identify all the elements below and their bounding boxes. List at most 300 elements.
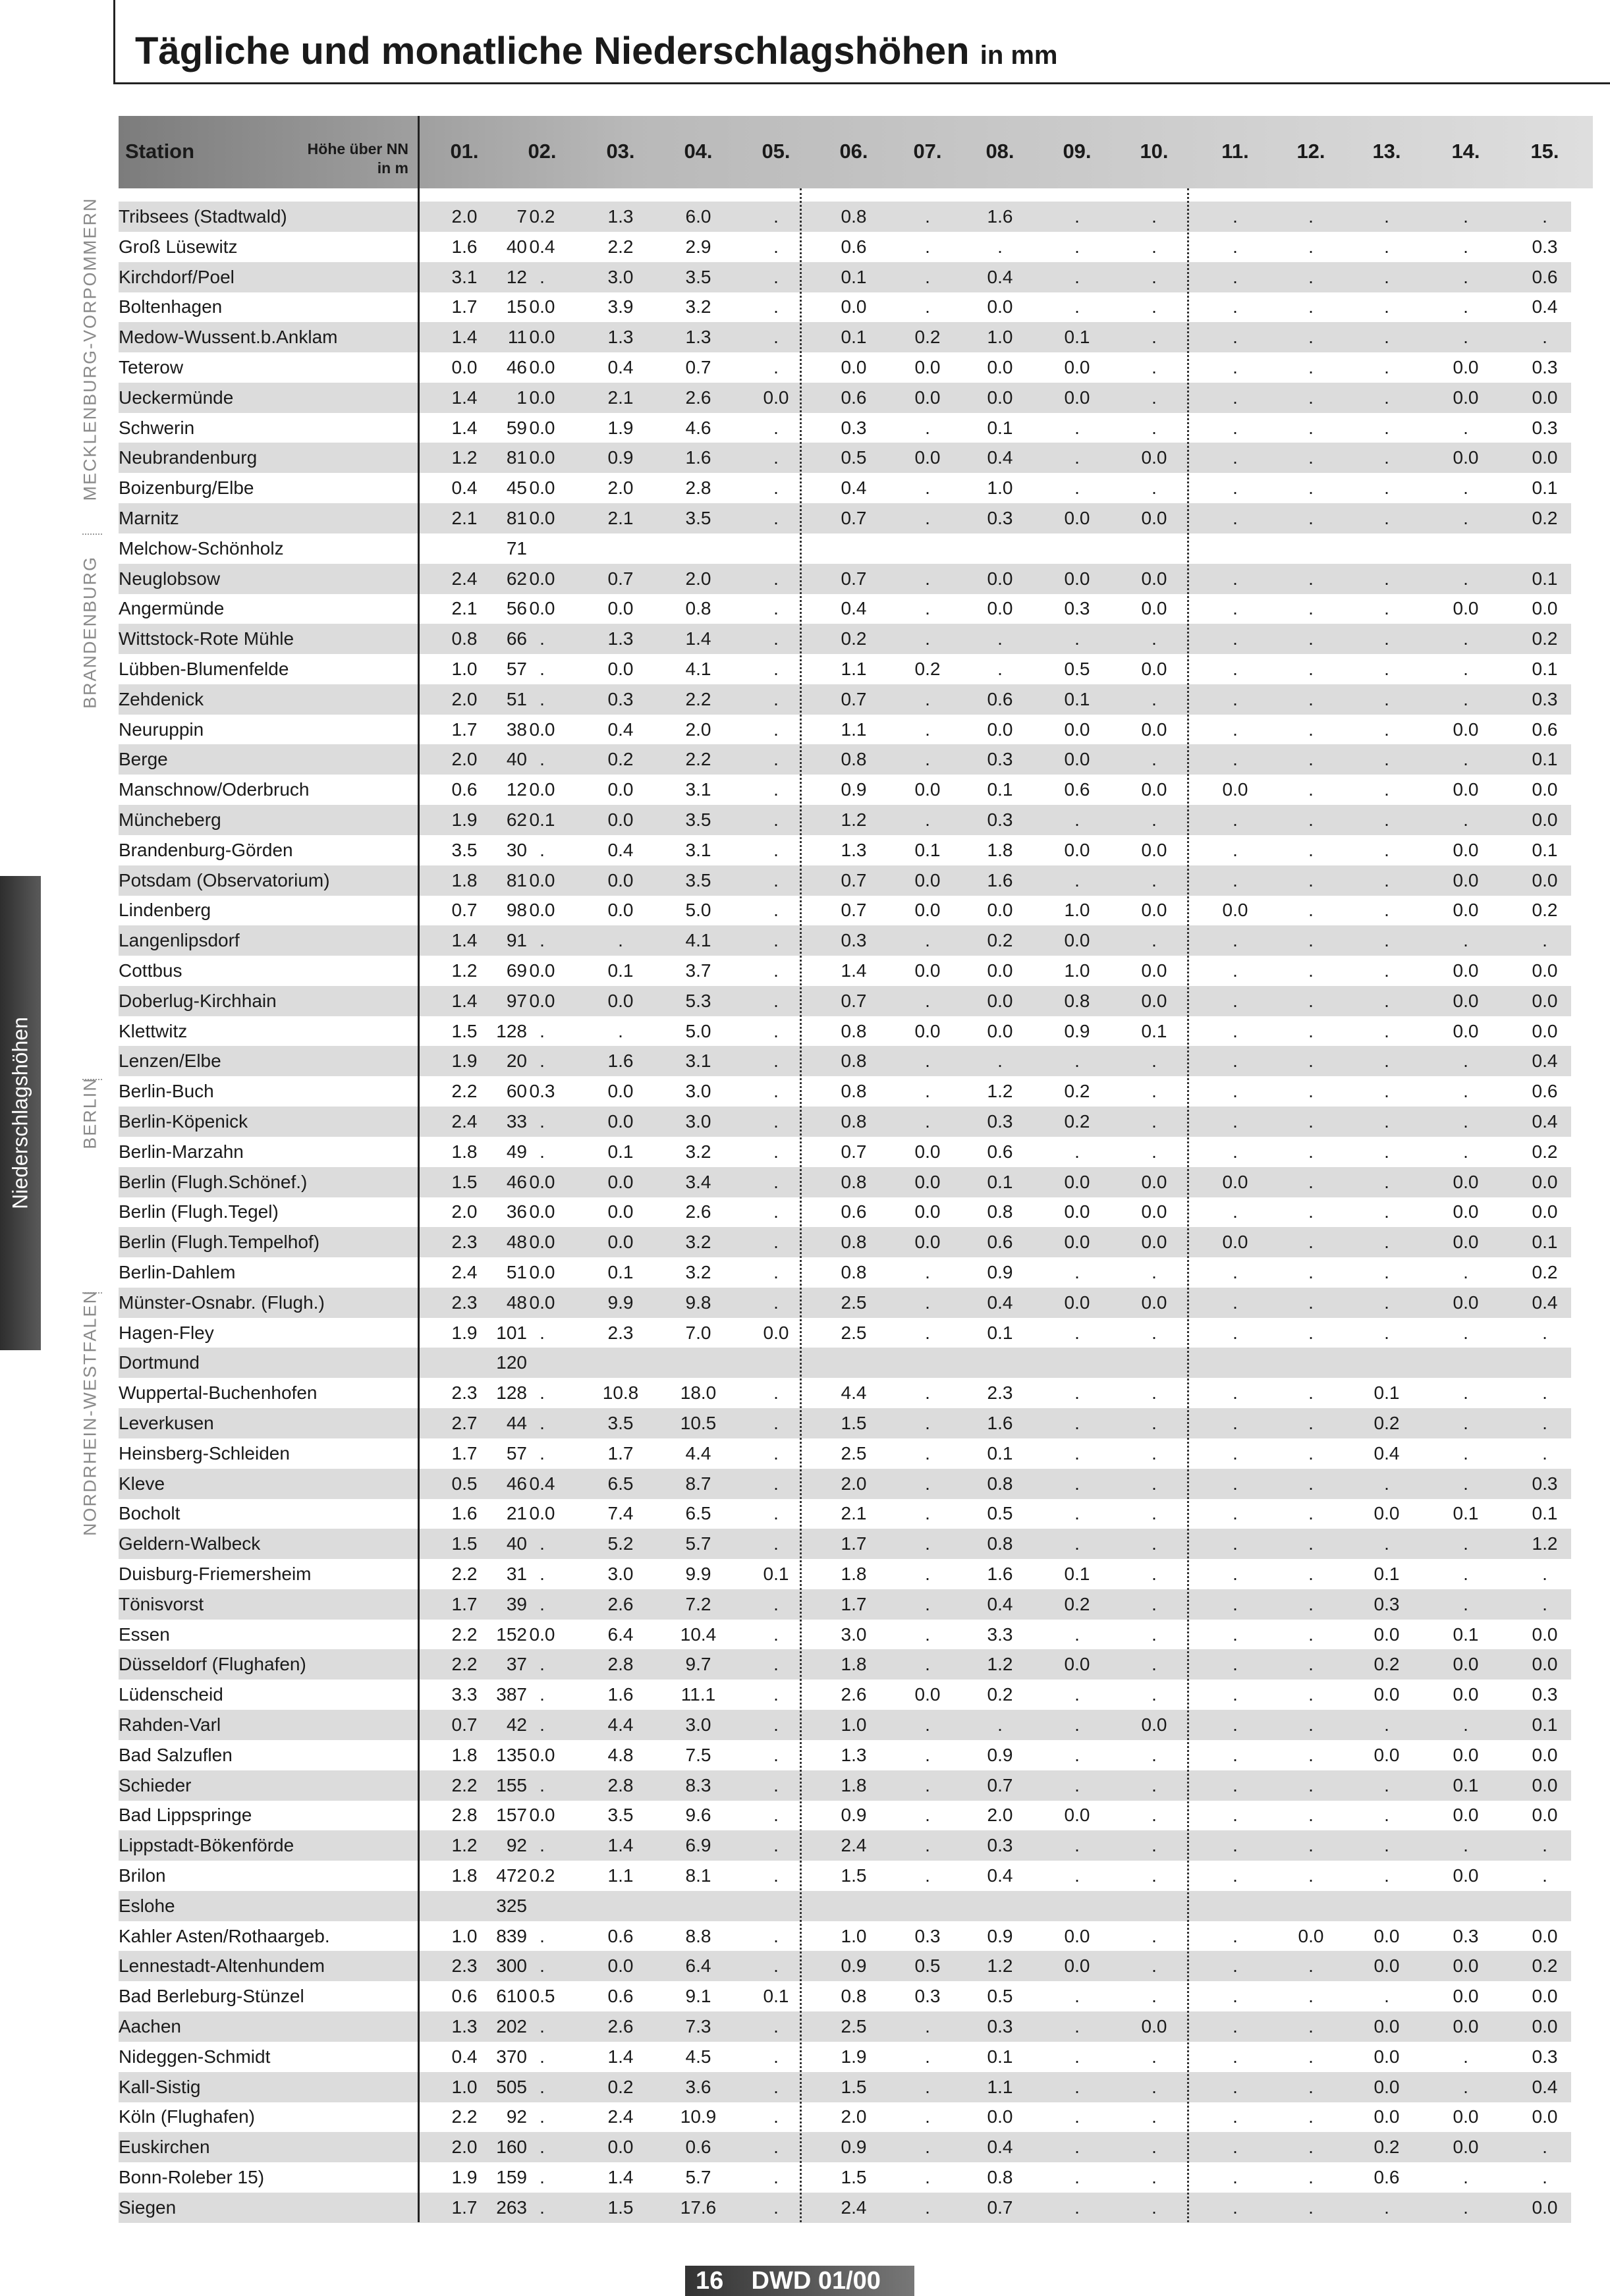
precip-cell: . <box>1074 1774 1080 1795</box>
precip-cell: . <box>925 2016 930 2036</box>
station-name: Kahler Asten/Rothaargeb. <box>119 1925 330 1946</box>
precip-cell: . <box>1152 1925 1157 1946</box>
precip-cell: 0.3 <box>841 930 867 951</box>
precip-cell: 0.0 <box>1374 1624 1400 1645</box>
precip-cell: . <box>1308 1654 1314 1675</box>
precip-cell: . <box>1384 508 1389 528</box>
precip-cell: . <box>925 1262 930 1282</box>
precip-cell: 0.6 <box>841 236 867 257</box>
precip-cell: . <box>1308 688 1314 709</box>
precip-cell <box>827 533 880 564</box>
precip-cell: . <box>540 1051 545 1072</box>
precip-cell: 0.3 <box>1532 236 1558 257</box>
precip-cell: 0.6 <box>987 1232 1013 1253</box>
precip-cell: 0.0 <box>914 1020 941 1041</box>
precip-cell: 0.0 <box>1141 568 1167 589</box>
precip-cell: . <box>1233 1503 1238 1524</box>
precip-cell: 1.9 <box>451 809 478 830</box>
precip-cell: . <box>1233 1654 1238 1675</box>
precip-cell: 0.0 <box>529 447 555 468</box>
precip-cell: . <box>1233 1533 1238 1554</box>
station-elevation: 128 <box>496 1382 527 1404</box>
precip-cell: . <box>925 2076 930 2097</box>
precip-cell: . <box>773 809 779 830</box>
precip-cell: . <box>1542 1593 1547 1614</box>
precip-cell: . <box>1233 206 1238 227</box>
precip-cell: . <box>1152 1141 1157 1162</box>
precip-cell: . <box>1152 1413 1157 1433</box>
precip-cell: 0.2 <box>914 659 941 679</box>
station-name: Lennestadt-Altenhundem <box>119 1955 325 1977</box>
precip-cell: 10.8 <box>602 1382 639 1404</box>
precip-cell: . <box>1463 1714 1468 1735</box>
precip-cell: . <box>925 1805 930 1826</box>
precip-cell: 2.4 <box>451 568 478 589</box>
precip-cell <box>1439 1891 1492 1921</box>
precip-cell: . <box>925 1081 930 1102</box>
station-elevation: 38 <box>506 719 527 740</box>
table-row <box>119 1227 1571 1257</box>
precip-cell: 2.1 <box>841 1503 867 1524</box>
precip-cell: . <box>1233 659 1238 679</box>
precip-cell: . <box>1308 719 1314 740</box>
precip-cell: . <box>1152 2197 1157 2218</box>
precip-cell: 0.3 <box>987 508 1013 528</box>
precip-cell: . <box>1152 1564 1157 1584</box>
precip-cell: 2.4 <box>451 1111 478 1132</box>
precip-cell: 0.4 <box>607 839 634 860</box>
station-elevation: 40 <box>506 236 527 257</box>
page-title <box>135 29 1058 73</box>
precip-cell: 9.9 <box>607 1292 634 1313</box>
station-elevation: 44 <box>506 1413 527 1433</box>
precip-cell: 0.3 <box>1532 1473 1558 1494</box>
station-name: Lenzen/Elbe <box>119 1051 221 1072</box>
precip-cell: 0.0 <box>1374 2076 1400 2097</box>
precip-cell: 1.8 <box>841 1774 867 1795</box>
precip-cell: . <box>1233 1774 1238 1795</box>
station-name: Düsseldorf (Flughafen) <box>119 1654 306 1675</box>
precip-cell: . <box>1308 1382 1314 1404</box>
precip-cell: 2.4 <box>841 1835 867 1856</box>
precip-cell: . <box>773 1292 779 1313</box>
station-elevation: 12 <box>506 779 527 800</box>
precip-cell: 0.0 <box>914 1684 941 1705</box>
precip-cell: . <box>1384 1171 1389 1192</box>
precip-cell: 7.3 <box>685 2016 711 2036</box>
precip-cell: 0.0 <box>607 869 634 890</box>
precip-cell: . <box>773 598 779 619</box>
precip-cell: 0.0 <box>1374 1744 1400 1765</box>
precip-cell: 0.1 <box>1453 1624 1479 1645</box>
precip-cell: 2.3 <box>451 1955 478 1977</box>
precip-cell: . <box>1384 1262 1389 1282</box>
station-elevation: 20 <box>506 1051 527 1072</box>
precip-cell: . <box>1308 296 1314 317</box>
precip-cell: . <box>1074 1442 1080 1463</box>
precip-cell: . <box>925 628 930 649</box>
precip-cell: 1.9 <box>841 2046 867 2067</box>
precip-cell: 0.5 <box>987 1503 1013 1524</box>
precip-cell: . <box>1308 1413 1314 1433</box>
precip-cell: 0.0 <box>1532 1020 1558 1041</box>
station-elevation: 7 <box>516 206 527 227</box>
precip-cell: . <box>773 1925 779 1946</box>
station-elevation: 92 <box>506 2106 527 2127</box>
table-row <box>119 715 1571 745</box>
precip-cell: 0.2 <box>987 930 1013 951</box>
precip-cell: . <box>1463 1051 1468 1072</box>
precip-cell: . <box>1542 206 1547 227</box>
precip-cell: . <box>1152 869 1157 890</box>
precip-cell: . <box>925 1051 930 1072</box>
precip-cell: . <box>1308 2076 1314 2097</box>
precip-cell: . <box>925 1714 930 1735</box>
precip-cell: 9.1 <box>685 1986 711 2007</box>
precip-cell: . <box>773 900 779 921</box>
precip-cell: 0.1 <box>1064 327 1090 348</box>
precip-cell: 0.1 <box>1141 1020 1167 1041</box>
precip-cell: 1.0 <box>987 327 1013 348</box>
precip-cell: 2.2 <box>685 688 711 709</box>
precip-cell: . <box>1233 1111 1238 1132</box>
header-day: 04. <box>684 140 713 163</box>
station-name: Kirchdorf/Poel <box>119 266 235 287</box>
precip-cell: . <box>925 749 930 770</box>
region-label-brandenburg: BRANDENBURG <box>80 555 100 709</box>
precip-cell: 0.0 <box>529 1262 555 1282</box>
precip-cell: 0.0 <box>1453 1865 1479 1886</box>
precip-cell: 0.0 <box>1064 1201 1090 1222</box>
precip-cell: 0.0 <box>1141 1292 1167 1313</box>
precip-cell: 1.7 <box>451 719 478 740</box>
precip-cell: 1.1 <box>841 659 867 679</box>
precip-cell: 0.0 <box>1453 1986 1479 2007</box>
precip-cell: . <box>1308 1774 1314 1795</box>
precip-cell: 1.2 <box>987 1955 1013 1977</box>
precip-cell: . <box>1074 1744 1080 1765</box>
precip-cell <box>516 1891 569 1921</box>
station-name: Potsdam (Observatorium) <box>119 869 330 890</box>
precip-cell: . <box>540 1382 545 1404</box>
precip-cell: . <box>1233 1564 1238 1584</box>
precip-cell: 3.1 <box>685 839 711 860</box>
precip-cell: 2.0 <box>451 749 478 770</box>
precip-cell: . <box>1384 1292 1389 1313</box>
station-elevation: 66 <box>506 628 527 649</box>
precip-cell: 4.4 <box>841 1382 867 1404</box>
precip-cell: 0.0 <box>841 357 867 377</box>
table-row <box>119 2011 1571 2042</box>
precip-cell <box>1128 1348 1180 1378</box>
precip-cell: . <box>1463 236 1468 257</box>
precip-cell: 2.6 <box>685 387 711 408</box>
precip-cell: 1.7 <box>841 1593 867 1614</box>
precip-cell: 0.1 <box>987 1442 1013 1463</box>
precip-cell: 0.0 <box>763 387 789 408</box>
precip-cell: 3.0 <box>607 266 634 287</box>
precip-cell: 0.8 <box>841 1232 867 1253</box>
station-name: Bonn-Roleber 15) <box>119 2167 265 2187</box>
precip-cell: . <box>1384 447 1389 468</box>
precip-cell: . <box>1233 1262 1238 1282</box>
precip-cell: 0.0 <box>914 1141 941 1162</box>
precip-cell: 1.5 <box>451 1171 478 1192</box>
precip-cell: . <box>1233 1684 1238 1705</box>
precip-cell: . <box>540 1714 545 1735</box>
precip-cell: . <box>1233 387 1238 408</box>
precip-cell: 0.4 <box>607 357 634 377</box>
precip-cell: 0.1 <box>1453 1503 1479 1524</box>
precip-cell: . <box>1463 2046 1468 2067</box>
precip-cell: 0.0 <box>1532 779 1558 800</box>
precip-cell: 2.3 <box>451 1382 478 1404</box>
precip-cell: . <box>773 628 779 649</box>
header-hoehe-line2: in m <box>377 159 408 177</box>
station-elevation: 45 <box>506 478 527 499</box>
precip-cell: . <box>1233 478 1238 499</box>
precip-cell: . <box>1384 688 1389 709</box>
precip-cell: 0.1 <box>1532 1714 1558 1735</box>
precip-cell: 0.0 <box>1374 2016 1400 2036</box>
precip-cell: 0.0 <box>1141 659 1167 679</box>
precip-cell: . <box>1308 1533 1314 1554</box>
station-elevation: 62 <box>506 809 527 830</box>
table-row <box>119 2132 1571 2162</box>
precip-cell: 0.1 <box>607 960 634 981</box>
precip-cell: 0.1 <box>763 1564 789 1584</box>
table-row <box>119 1167 1571 1197</box>
precip-cell: 2.6 <box>841 1684 867 1705</box>
precip-cell: 3.1 <box>451 266 478 287</box>
precip-cell: . <box>1463 809 1468 830</box>
precip-cell: . <box>1542 1413 1547 1433</box>
precip-cell: . <box>1308 447 1314 468</box>
precip-cell: . <box>1308 960 1314 981</box>
station-elevation: 40 <box>506 749 527 770</box>
precip-cell: . <box>1074 2137 1080 2158</box>
precip-cell: . <box>1152 1805 1157 1826</box>
precip-cell: . <box>1233 1292 1238 1313</box>
column-rule-dotted <box>1187 188 1189 2222</box>
precip-cell: 0.6 <box>607 1925 634 1946</box>
precip-cell: 4.6 <box>685 417 711 438</box>
precip-cell: 1.6 <box>607 1684 634 1705</box>
precip-cell <box>1360 1891 1413 1921</box>
precip-cell: 0.1 <box>914 839 941 860</box>
precip-cell: 0.4 <box>451 478 478 499</box>
precip-cell: 0.0 <box>1141 447 1167 468</box>
table-row <box>119 202 1571 232</box>
precip-cell: . <box>773 1051 779 1072</box>
precip-cell: . <box>1542 2137 1547 2158</box>
precip-cell: . <box>773 839 779 860</box>
precip-cell: 0.4 <box>1532 2076 1558 2097</box>
precip-cell: . <box>1463 659 1468 679</box>
precip-cell: . <box>1308 1503 1314 1524</box>
header-day: 03. <box>606 140 635 163</box>
precip-cell: . <box>1384 417 1389 438</box>
precip-cell: 0.1 <box>1532 1503 1558 1524</box>
precip-cell: 9.8 <box>685 1292 711 1313</box>
precip-cell: . <box>773 1262 779 1282</box>
precip-cell: 6.5 <box>607 1473 634 1494</box>
precip-cell: 0.3 <box>1532 357 1558 377</box>
station-name: Essen <box>119 1624 170 1645</box>
station-elevation: 120 <box>496 1352 527 1373</box>
precip-cell <box>974 533 1026 564</box>
precip-cell: 0.8 <box>841 206 867 227</box>
precip-cell: . <box>773 1413 779 1433</box>
station-elevation: 263 <box>496 2197 527 2218</box>
table-row <box>119 775 1571 805</box>
station-name: Köln (Flughafen) <box>119 2106 256 2127</box>
precip-cell: 0.0 <box>914 447 941 468</box>
station-elevation: 46 <box>506 1473 527 1494</box>
precip-cell: 0.0 <box>1064 1171 1090 1192</box>
precip-cell: 0.0 <box>529 508 555 528</box>
precip-cell <box>827 1891 880 1921</box>
table-row <box>119 1257 1571 1288</box>
precip-cell: . <box>1463 478 1468 499</box>
precip-cell: 10.4 <box>680 1624 717 1645</box>
precip-cell: . <box>1152 2046 1157 2067</box>
precip-cell: 0.0 <box>1064 719 1090 740</box>
precip-cell: 0.0 <box>607 1201 634 1222</box>
precip-cell: . <box>1308 1111 1314 1132</box>
precip-cell: 0.4 <box>841 478 867 499</box>
precip-cell: 3.7 <box>685 960 711 981</box>
precip-cell: 2.0 <box>607 478 634 499</box>
table-row <box>119 1137 1571 1167</box>
precip-cell: . <box>1074 478 1080 499</box>
precip-cell: 6.5 <box>685 1503 711 1524</box>
precip-cell: . <box>1233 1442 1238 1463</box>
precip-cell: 0.0 <box>607 1111 634 1132</box>
precip-cell: 0.0 <box>987 960 1013 981</box>
precip-cell: . <box>1308 2016 1314 2036</box>
precip-cell: 0.8 <box>841 1986 867 2007</box>
precip-cell: 2.2 <box>451 1564 478 1584</box>
precip-cell: 0.0 <box>914 960 941 981</box>
precip-cell: . <box>1463 628 1468 649</box>
precip-cell: 0.1 <box>1532 568 1558 589</box>
precip-cell <box>750 1891 802 1921</box>
precip-cell: 0.8 <box>841 749 867 770</box>
precip-cell <box>1128 1891 1180 1921</box>
station-name: Boltenhagen <box>119 296 223 317</box>
station-elevation: 15 <box>506 296 527 317</box>
precip-cell <box>438 533 491 564</box>
precip-cell: 1.6 <box>987 1564 1013 1584</box>
precip-cell: . <box>1308 206 1314 227</box>
precip-cell: . <box>773 2076 779 2097</box>
table-row <box>119 1770 1571 1801</box>
station-name: Duisburg-Friemersheim <box>119 1564 312 1584</box>
precip-cell: . <box>1074 1986 1080 2007</box>
precip-cell: 0.0 <box>529 417 555 438</box>
precip-cell: 3.2 <box>685 1262 711 1282</box>
precip-cell: . <box>773 1955 779 1977</box>
precip-cell: 0.0 <box>1453 1654 1479 1675</box>
precip-cell: 1.0 <box>841 1714 867 1735</box>
precip-cell: 0.0 <box>529 327 555 348</box>
precip-cell: 6.0 <box>685 206 711 227</box>
precip-cell: 0.9 <box>607 447 634 468</box>
precip-cell: 2.2 <box>451 1774 478 1795</box>
precip-cell: 1.3 <box>451 2016 478 2036</box>
precip-cell: 1.0 <box>841 1925 867 1946</box>
precip-cell: . <box>925 2106 930 2127</box>
precip-cell: . <box>925 2197 930 2218</box>
precip-cell: . <box>773 688 779 709</box>
precip-cell: 1.9 <box>607 417 634 438</box>
precip-cell: 2.4 <box>607 2106 634 2127</box>
precip-cell: . <box>1233 1020 1238 1041</box>
precip-cell: 2.5 <box>841 2016 867 2036</box>
column-rule <box>418 116 420 2222</box>
precip-cell: . <box>1384 1081 1389 1102</box>
precip-cell: 0.0 <box>987 296 1013 317</box>
station-elevation: 60 <box>506 1081 527 1102</box>
precip-cell: . <box>1233 2137 1238 2158</box>
station-elevation: 159 <box>496 2167 527 2187</box>
precip-cell: . <box>1074 809 1080 830</box>
precip-cell: 0.0 <box>1532 447 1558 468</box>
precip-cell <box>1285 1891 1337 1921</box>
precip-cell: 1.8 <box>987 839 1013 860</box>
precip-cell: 0.8 <box>685 598 711 619</box>
table-row <box>119 1680 1571 1710</box>
precip-cell: 1.6 <box>987 1413 1013 1433</box>
precip-cell: 0.4 <box>987 1593 1013 1614</box>
precip-cell: . <box>773 1593 779 1614</box>
precip-cell: 0.0 <box>529 1232 555 1253</box>
precip-cell: . <box>1074 1624 1080 1645</box>
precip-cell: . <box>1152 1442 1157 1463</box>
precip-cell: . <box>1384 2197 1389 2218</box>
precip-cell: 0.3 <box>1453 1925 1479 1946</box>
precip-cell: . <box>773 1442 779 1463</box>
table-row <box>119 986 1571 1016</box>
precip-cell: 0.8 <box>841 1111 867 1132</box>
precip-cell: . <box>1463 508 1468 528</box>
station-elevation: 48 <box>506 1232 527 1253</box>
table-row <box>119 292 1571 322</box>
precip-cell: . <box>540 1835 545 1856</box>
precip-cell: 0.6 <box>451 779 478 800</box>
precip-cell: 0.0 <box>987 990 1013 1011</box>
precip-cell: 0.4 <box>987 2137 1013 2158</box>
table-row <box>119 1348 1571 1378</box>
precip-cell: 8.1 <box>685 1865 711 1886</box>
precip-cell: 0.1 <box>1532 839 1558 860</box>
precip-cell: 0.0 <box>763 1322 789 1343</box>
table-row <box>119 805 1571 835</box>
precip-cell: . <box>1233 1473 1238 1494</box>
precip-cell: . <box>1384 206 1389 227</box>
precip-cell: 0.0 <box>529 779 555 800</box>
precip-cell: 0.0 <box>1532 960 1558 981</box>
table-row <box>119 503 1571 533</box>
precip-cell: . <box>1384 960 1389 981</box>
precip-cell: 0.0 <box>529 719 555 740</box>
precip-cell: 1.0 <box>1064 900 1090 921</box>
precip-cell: 0.8 <box>987 2167 1013 2187</box>
precip-cell: . <box>1384 719 1389 740</box>
precip-cell <box>1439 1348 1492 1378</box>
precip-cell: 0.4 <box>987 1865 1013 1886</box>
